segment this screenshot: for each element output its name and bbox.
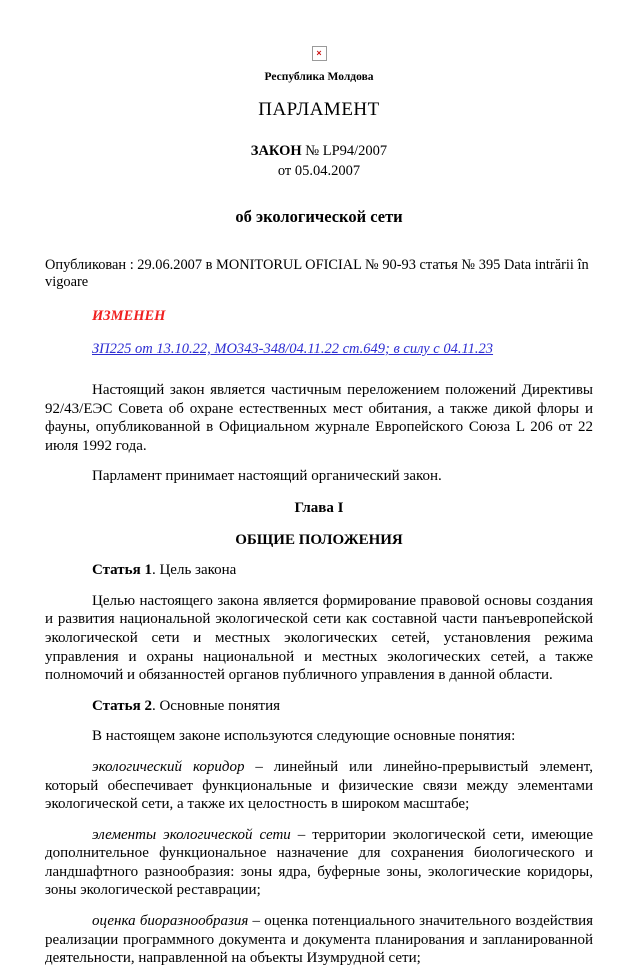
definition-text: – линейный или линейно-прерывистый элемент, который обеспечивает функциональные и физические связи между элементами экологической сети, а также их целостность в широком масштабе; (45, 758, 593, 813)
section-heading: ОБЩИЕ ПОЛОЖЕНИЯ (235, 531, 403, 548)
article-2-intro: В настоящем законе используются следующие основные понятия: (92, 728, 516, 745)
definition-term: экологический коридор (92, 758, 245, 775)
paragraph-adoption: Парламент принимает настоящий органический закон. (92, 468, 442, 485)
paragraph-directive: Настоящий закон является частичным переложением положений Директивы 92/43/ЕЭС Совета об охране естественных мест обитания, а также дикой флоры и фауны, опубликованной в Официальном журнале Европейского Союза L 206 от 22 июля 1992 года. (45, 382, 593, 454)
law-label: ЗАКОН (250, 143, 302, 159)
law-number-line (45, 143, 593, 160)
amendment-link-row (92, 341, 593, 358)
broken-image-icon (312, 46, 327, 61)
definition-text: – территории экологической сети, имеющие дополнительное функциональное назначение для сохранения биологического и ландшафтного разнообразия: зоны ядра, буферные зоны, экологические коридоры, зоны экологической реставрации; (45, 826, 593, 899)
article-1-heading (45, 561, 593, 580)
definition-term: оценка биоразнообразия (92, 913, 249, 930)
article-1-title: . Цель закона (151, 562, 237, 579)
document-title: об экологической сети (235, 207, 403, 226)
definition-ecological-corridor (45, 758, 593, 814)
law-number: № LP94/2007 (301, 143, 388, 159)
definition-term: элементы экологической сети (92, 826, 291, 843)
parliament-title: ПАРЛАМЕНТ (258, 99, 380, 120)
article-2-label: Статья 2 (92, 697, 152, 714)
definition-network-elements (45, 826, 593, 900)
broken-image-glyph: × (316, 47, 322, 58)
article-1-label: Статья 1 (92, 562, 152, 579)
amendment-link[interactable]: ЗП225 от 13.10.22, МО343-348/04.11.22 ст.649; в силу с 04.11.23 (92, 341, 494, 357)
definition-text: – оценка потенциального значительного воздействия реализации программного документа и документа планирования и запланированной деятельности, направленной на объекты Изумрудной сети; (45, 913, 594, 967)
chapter-heading: Глава I (294, 499, 344, 516)
article-2-heading (45, 697, 593, 716)
document-header (45, 44, 593, 227)
amended-label: ИЗМЕНЕН (92, 308, 166, 324)
article-2-title: . Основные понятия (151, 697, 281, 714)
country-name: Республика Молдова (264, 71, 374, 83)
definition-biodiversity-assessment (45, 912, 593, 968)
article-1-body: Целью настоящего закона является формирование правовой основы создания и развития национальной экологической сети как составной части панъевропейской экологической сети и местных экологических сетей, установления режима управления и охраны национальной и местных экологических сетей, а также полномочий и обязанностей органов публичного управления в данной области. (45, 592, 593, 684)
publication-line: Опубликован : 29.06.2007 в MONITORUL OFICIAL № 90-93 статья № 395 Data intrării în vigoare (45, 257, 589, 290)
law-date: от 05.04.2007 (277, 163, 361, 179)
